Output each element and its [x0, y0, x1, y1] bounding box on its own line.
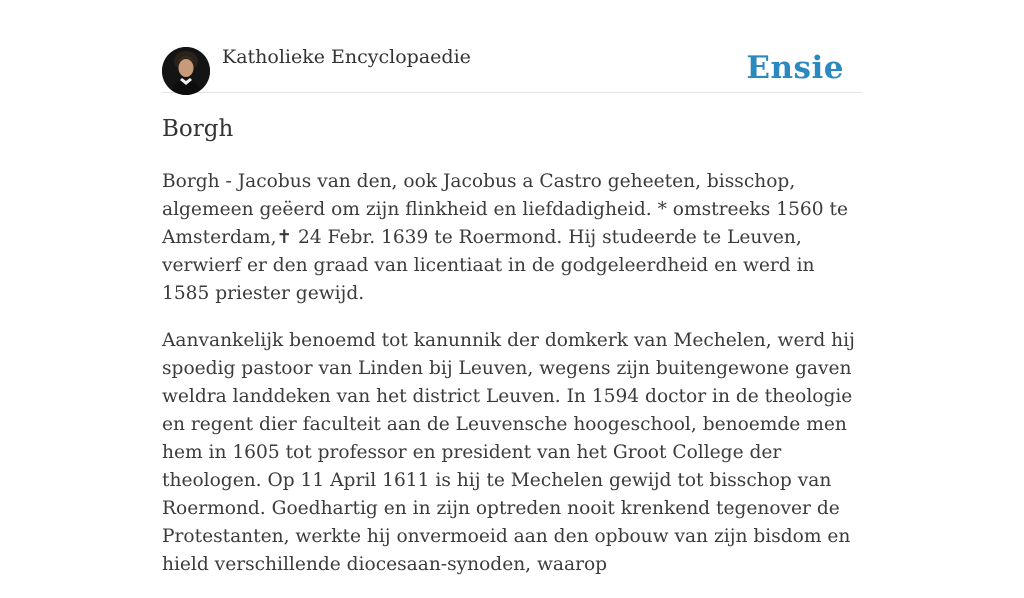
portrait-avatar-icon[interactable]	[162, 47, 210, 95]
brand-logo[interactable]: Ensie	[746, 50, 844, 86]
page-container	[162, 0, 862, 575]
article-body	[162, 168, 862, 598]
page-title: Borgh	[162, 116, 234, 142]
article-paragraph: Borgh - Jacobus van den, ook Jacobus a Castro geheeten, bisschop, algemeen geëerd om zijn flinkheid en liefdadigheid. * omstreeks 1560 te Amsterdam,✝ 24 Febr. 1639 te Roermond. Hij studeerde te Leuven, verwierf er den graad van licentiaat in de godgeleerdheid en werd in 1585 priester gewijd.	[162, 171, 848, 304]
header	[162, 0, 862, 93]
source-title[interactable]: Katholieke Encyclopaedie	[222, 46, 471, 68]
portrait-icon	[162, 47, 210, 95]
article-paragraph: Aanvankelijk benoemd tot kanunnik der domkerk van Mechelen, werd hij spoedig pastoor van Linden bij Leuven, wegens zijn buitengewone gaven weldra landdeken van het district Leuven. In 1594 doctor in de theologie en regent dier faculteit aan de Leuvensche hoogeschool, benoemde men hem in 1605 tot professor en president van het Groot College der theologen. Op 11 April 1611 is hij te Mechelen gewijd tot bisschop van Roermond. Goedhartig en in zijn optreden nooit krenkend tegenover de Protestanten, werkte hij onvermoeid aan den opbouw van zijn bisdom en hield verschillende diocesaan-synoden, waarop	[162, 330, 855, 575]
